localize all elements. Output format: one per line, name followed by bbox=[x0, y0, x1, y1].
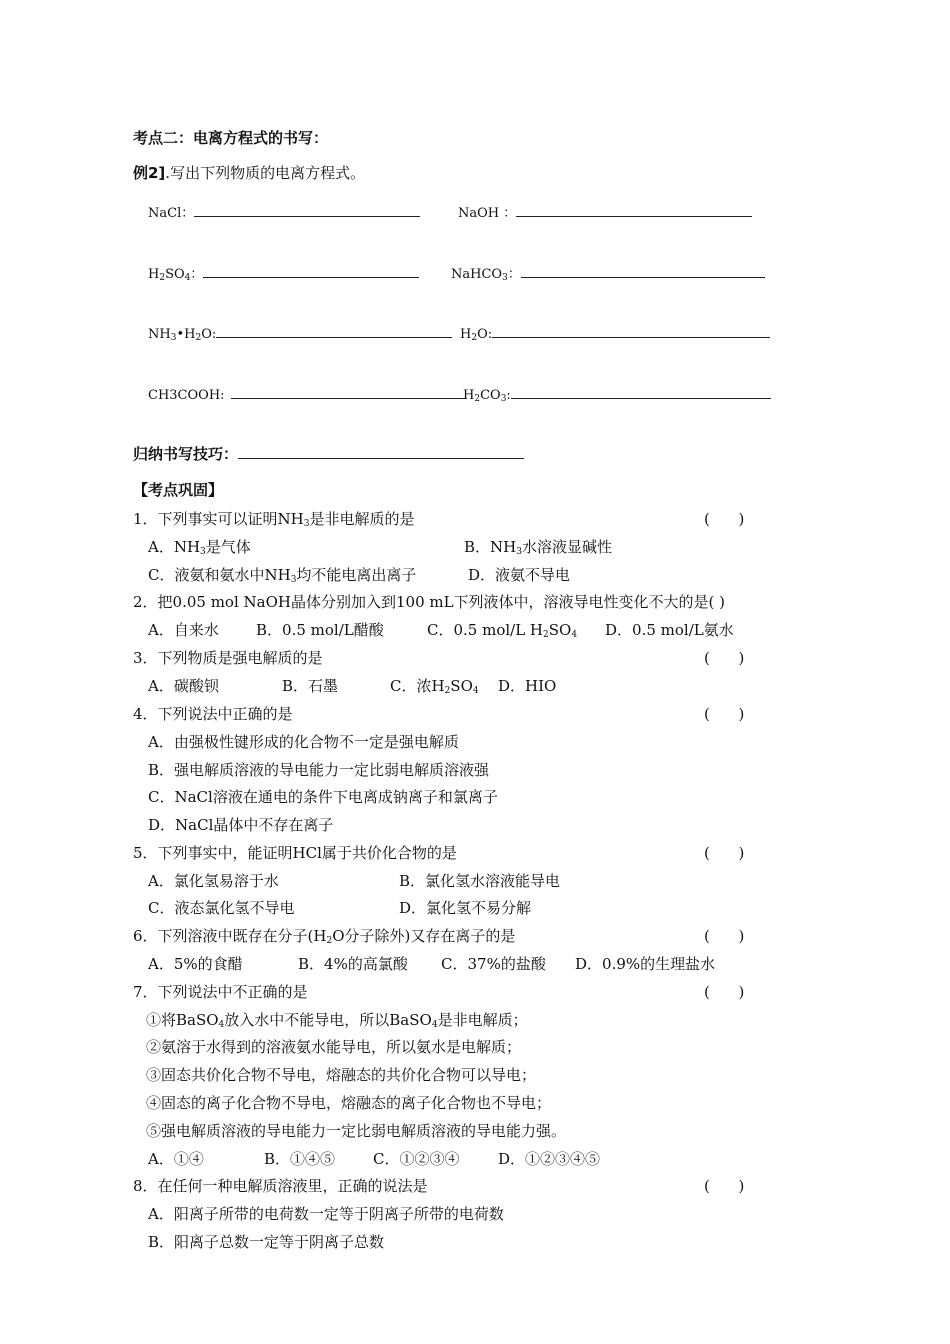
example-heading bbox=[133, 163, 365, 183]
formula-h2o: $H_2O$: bbox=[460, 322, 770, 345]
q1-stem: 1．下列事实可以证明$NH_3$是非电解质的是 bbox=[133, 510, 415, 529]
q5-option-a: A．氯化氢易溶于水 bbox=[148, 872, 279, 890]
q7-option-b: B．①④⑤ bbox=[264, 1150, 336, 1168]
q7-statement-1: ①将BaSO$_4$放入水中不能导电，所以BaSO$_4$是非电解质； bbox=[146, 1011, 528, 1030]
q5-answer-paren[interactable]: ( ) bbox=[704, 844, 745, 862]
answer-blank-summary[interactable] bbox=[238, 443, 524, 459]
q8-stem: 8．在任何一种电解质溶液里，正确的说法是 bbox=[133, 1177, 428, 1195]
q6-option-a: A．5%的食醋 bbox=[148, 955, 243, 973]
consolidation-title: 【考点巩固】 bbox=[133, 481, 224, 499]
q2-option-b: B．0.5 mol/L醋酸 bbox=[256, 621, 384, 639]
q1-option-d: D．液氨不导电 bbox=[468, 566, 571, 584]
q8-option-a: A．阳离子所带的电荷数一定等于阴离子所带的电荷数 bbox=[148, 1205, 504, 1223]
q7-statement-4: ④固态的离子化合物不导电，熔融态的离子化合物也不导电； bbox=[146, 1094, 552, 1112]
formula-naoh: NaOH ： bbox=[458, 201, 752, 224]
q1-option-c: C．液氨和氨水中$NH_3$均不能电离出离子 bbox=[148, 566, 417, 585]
q4-option-d: D．NaCl晶体中不存在离子 bbox=[148, 816, 334, 834]
q7-statement-2: ②氨溶于水得到的溶液氨水能导电，所以氨水是电解质； bbox=[146, 1038, 522, 1056]
example-text: .写出下列物质的电离方程式。 bbox=[165, 164, 366, 182]
q3-option-d: D．HIO bbox=[498, 677, 557, 695]
q6-option-c: C．37%的盐酸 bbox=[441, 955, 546, 973]
formula-h2co3: $H_2CO_3$: bbox=[463, 383, 771, 406]
q7-statement-5: ⑤强电解质溶液的导电能力一定比弱电解质溶液的导电能力强。 bbox=[146, 1122, 567, 1140]
q2-stem: 2．把0.05 mol NaOH晶体分别加入到100 mL下列液体中，溶液导电性变化不大的是( ) bbox=[133, 593, 726, 611]
answer-blank-h2co3[interactable] bbox=[511, 383, 771, 399]
formula-h2so4: $H_2SO_4$： bbox=[148, 262, 419, 285]
summary-label: 归纳书写技巧： bbox=[133, 445, 239, 463]
answer-blank-naoh[interactable] bbox=[516, 201, 752, 217]
q5-option-b: B．氯化氢水溶液能导电 bbox=[399, 872, 561, 890]
formula-nh3h2o: $NH_3•H_2O$: bbox=[148, 322, 452, 345]
q7-option-d: D．①②③④⑤ bbox=[498, 1150, 601, 1168]
example-label: 例2] bbox=[133, 164, 166, 182]
q8-option-b: B．阳离子总数一定等于阴离子总数 bbox=[148, 1233, 385, 1251]
q4-stem: 4．下列说法中正确的是 bbox=[133, 705, 293, 723]
q3-stem: 3．下列物质是强电解质的是 bbox=[133, 649, 323, 667]
q2-option-a: A．自来水 bbox=[148, 621, 219, 639]
q2-option-c: C．0.5 mol/L $H_2SO_4$ bbox=[427, 621, 578, 640]
q5-stem: 5．下列事实中，能证明HCl属于共价化合物的是 bbox=[133, 844, 457, 862]
answer-blank-nahco3[interactable] bbox=[521, 262, 765, 278]
q3-answer-paren[interactable]: ( ) bbox=[704, 649, 745, 667]
q3-option-c: C．浓$H_2SO_4$ bbox=[390, 677, 479, 696]
q4-option-b: B．强电解质溶液的导电能力一定比弱电解质溶液强 bbox=[148, 761, 490, 779]
formula-nahco3: NaHCO$_3$： bbox=[451, 262, 765, 285]
section-title: 考点二：电离方程式的书写： bbox=[133, 129, 329, 147]
q4-answer-paren[interactable]: ( ) bbox=[704, 705, 745, 723]
q1-answer-paren[interactable]: ( ) bbox=[704, 510, 745, 528]
formula-nacl: NaCl： bbox=[148, 201, 420, 224]
q6-answer-paren[interactable]: ( ) bbox=[704, 927, 745, 945]
q8-answer-paren[interactable]: ( ) bbox=[704, 1177, 745, 1195]
formula-ch3cooh: CH3COOH: bbox=[148, 383, 465, 406]
answer-blank-nacl[interactable] bbox=[194, 201, 420, 217]
q1-option-a: A．$NH_3$是气体 bbox=[148, 538, 251, 557]
q5-option-d: D．氯化氢不易分解 bbox=[399, 899, 532, 917]
q4-option-a: A．由强极性键形成的化合物不一定是强电解质 bbox=[148, 733, 459, 751]
q7-statement-3: ③固态共价化合物不导电，熔融态的共价化合物可以导电； bbox=[146, 1066, 537, 1084]
q3-option-b: B．石墨 bbox=[282, 677, 339, 695]
q4-option-c: C．NaCl溶液在通电的条件下电离成钠离子和氯离子 bbox=[148, 788, 498, 806]
answer-blank-h2o[interactable] bbox=[492, 322, 770, 338]
q6-option-b: B．4%的高氯酸 bbox=[298, 955, 408, 973]
q2-option-d: D．0.5 mol/L氨水 bbox=[605, 621, 734, 639]
answer-blank-h2so4[interactable] bbox=[203, 262, 419, 278]
answer-blank-ch3cooh[interactable] bbox=[231, 383, 465, 399]
q5-option-c: C．液态氯化氢不导电 bbox=[148, 899, 295, 917]
q1-option-b: B．$NH_3$水溶液显碱性 bbox=[464, 538, 612, 557]
q7-option-a: A．①④ bbox=[148, 1150, 204, 1168]
q3-option-a: A．碳酸钡 bbox=[148, 677, 219, 695]
q6-option-d: D．0.9%的生理盐水 bbox=[575, 955, 716, 973]
answer-blank-nh3h2o[interactable] bbox=[216, 322, 452, 338]
q7-option-c: C．①②③④ bbox=[373, 1150, 460, 1168]
q7-stem: 7．下列说法中不正确的是 bbox=[133, 983, 308, 1001]
q6-stem: 6．下列溶液中既存在分子($H_2O$分子除外)又存在离子的是 bbox=[133, 927, 516, 946]
summary-line bbox=[133, 443, 524, 464]
q7-answer-paren[interactable]: ( ) bbox=[704, 983, 745, 1001]
